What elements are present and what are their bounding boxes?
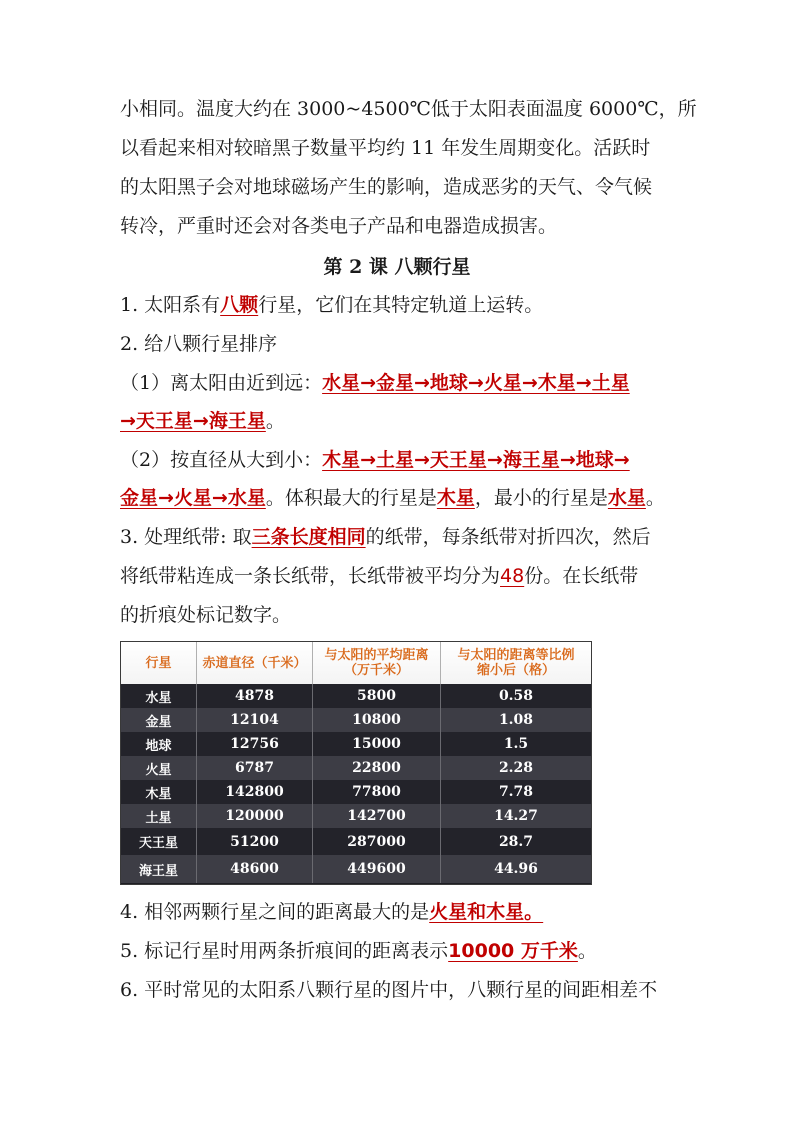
text-run: （2）按直径从大到小： xyxy=(120,449,323,471)
cell-distance: 10800 xyxy=(313,708,441,732)
answer-text: 木星→土星→天王星→海王星→地球→ xyxy=(322,449,630,471)
intro-line-2 xyxy=(120,133,676,163)
lesson-heading: 第 2 课 八颗行星 xyxy=(323,256,471,278)
answer-text: 10000 万千米 xyxy=(448,940,578,962)
item-5 xyxy=(120,936,676,966)
table-header xyxy=(121,642,591,684)
cell-scaled: 44.96 xyxy=(494,861,538,877)
text-run: 以看起来相对较暗黑子数量平均约 11 年发生周期变化。活跃时 xyxy=(120,137,651,159)
item-2-1-line-2 xyxy=(120,406,676,436)
text-run: （1）离太阳由近到远： xyxy=(120,372,323,394)
item-2-2-line-2 xyxy=(120,483,676,513)
text-run: 的折痕处标记数字。 xyxy=(120,604,292,626)
table-row xyxy=(121,708,591,732)
item-2-2-line-1 xyxy=(120,445,676,475)
cell-planet: 地球 xyxy=(121,732,197,756)
answer-text: 火星和木星。 xyxy=(429,901,544,923)
answer-text: 48 xyxy=(500,565,525,587)
table-row xyxy=(121,756,591,780)
item-4 xyxy=(120,897,676,927)
text-run: 1. 太阳系有 xyxy=(120,294,221,316)
answer-text: 三条长度相同 xyxy=(251,526,366,548)
text-run: 份。在长纸带 xyxy=(524,565,639,587)
table-row xyxy=(121,780,591,804)
cell-diameter: 12104 xyxy=(197,708,313,732)
cell-diameter: 4878 xyxy=(197,684,313,708)
text-run: 行星，它们在其特定轨道上运转。 xyxy=(258,294,544,316)
text-run: 3. 处理纸带: 取 xyxy=(120,526,252,548)
cell-planet: 土星 xyxy=(121,804,197,828)
answer-text: 水星→金星→地球→火星→木星→土星 xyxy=(322,372,630,394)
cell-diameter: 120000 xyxy=(197,804,313,828)
planet-table xyxy=(120,641,592,885)
intro-line-3 xyxy=(120,172,676,202)
item-6 xyxy=(120,975,676,1005)
cell-distance: 15000 xyxy=(313,732,441,756)
item-3-line-2 xyxy=(120,561,676,591)
table-row xyxy=(121,855,591,883)
cell-distance: 142700 xyxy=(313,804,441,828)
answer-text: 金星→火星→水星 xyxy=(120,487,266,509)
text-run: 。体积最大的行星是 xyxy=(265,487,437,509)
cell-scaled: 2.28 xyxy=(498,760,534,776)
cell-scaled: 28.7 xyxy=(498,833,534,850)
header-distance: 与太阳的平均距离 （万千米） xyxy=(313,642,441,684)
intro-line-4 xyxy=(120,211,676,241)
cell-planet: 金星 xyxy=(121,708,197,732)
item-3-line-1 xyxy=(120,522,676,552)
item-2-1-line-1 xyxy=(120,368,676,398)
cell-planet: 天王星 xyxy=(121,828,197,855)
cell-diameter: 51200 xyxy=(197,828,313,855)
item-2 xyxy=(120,329,676,359)
item-3-line-3 xyxy=(120,600,676,630)
cell-planet: 火星 xyxy=(121,756,197,780)
text-run: 。 xyxy=(645,487,665,509)
text-run: 将纸带粘连成一条长纸带，长纸带被平均分为 xyxy=(120,565,501,587)
table-row xyxy=(121,828,591,855)
cell-scaled: 1.5 xyxy=(503,736,529,752)
cell-scaled: 1.08 xyxy=(498,712,534,728)
cell-planet: 木星 xyxy=(121,780,197,804)
header-scaled: 与太阳的距离等比例 缩小后（格） xyxy=(457,648,575,678)
table-row xyxy=(121,804,591,828)
text-run: 的纸带，每条纸带对折四次，然后 xyxy=(365,526,651,548)
cell-distance: 449600 xyxy=(313,855,441,883)
answer-text: 木星 xyxy=(436,487,475,509)
text-run: 转冷，严重时还会对各类电子产品和电器造成损害。 xyxy=(120,215,558,237)
cell-distance: 5800 xyxy=(313,684,441,708)
text-run: 小相同。温度大约在 3000~4500℃低于太阳表面温度 6000℃，所 xyxy=(120,98,697,120)
table-row xyxy=(121,732,591,756)
cell-distance: 22800 xyxy=(313,756,441,780)
cell-planet: 水星 xyxy=(121,684,197,708)
header-planet: 行星 xyxy=(121,642,197,684)
answer-text: 八颗 xyxy=(220,294,259,316)
answer-text: 水星 xyxy=(607,487,646,509)
text-run: 。 xyxy=(577,940,597,962)
intro-line-1 xyxy=(120,94,697,124)
text-run: 6. 平时常见的太阳系八颗行星的图片中，八颗行星的间距相差不 xyxy=(120,979,658,1001)
answer-text: →天王星→海王星 xyxy=(120,410,266,432)
cell-diameter: 6787 xyxy=(197,756,313,780)
cell-scaled: 0.58 xyxy=(498,688,534,704)
text-run: ，最小的行星是 xyxy=(474,487,608,509)
item-1 xyxy=(120,290,676,320)
cell-diameter: 48600 xyxy=(197,855,313,883)
text-run: 的太阳黑子会对地球磁场产生的影响，造成恶劣的天气、令气候 xyxy=(120,176,653,198)
cell-diameter: 142800 xyxy=(197,780,313,804)
text-run: 4. 相邻两颗行星之间的距离最大的是 xyxy=(120,901,430,923)
cell-scaled: 14.27 xyxy=(494,808,538,824)
cell-distance: 77800 xyxy=(313,780,441,804)
cell-distance: 287000 xyxy=(313,828,441,855)
text-run: 2. 给八颗行星排序 xyxy=(120,333,278,355)
cell-diameter: 12756 xyxy=(197,732,313,756)
cell-scaled: 7.78 xyxy=(498,784,534,800)
cell-planet: 海王星 xyxy=(121,855,197,883)
header-diameter: 赤道直径（千米） xyxy=(197,642,313,684)
text-run: 5. 标记行星时用两条折痕间的距离表示 xyxy=(120,940,449,962)
table-row xyxy=(121,684,591,708)
text-run: 。 xyxy=(265,410,285,432)
